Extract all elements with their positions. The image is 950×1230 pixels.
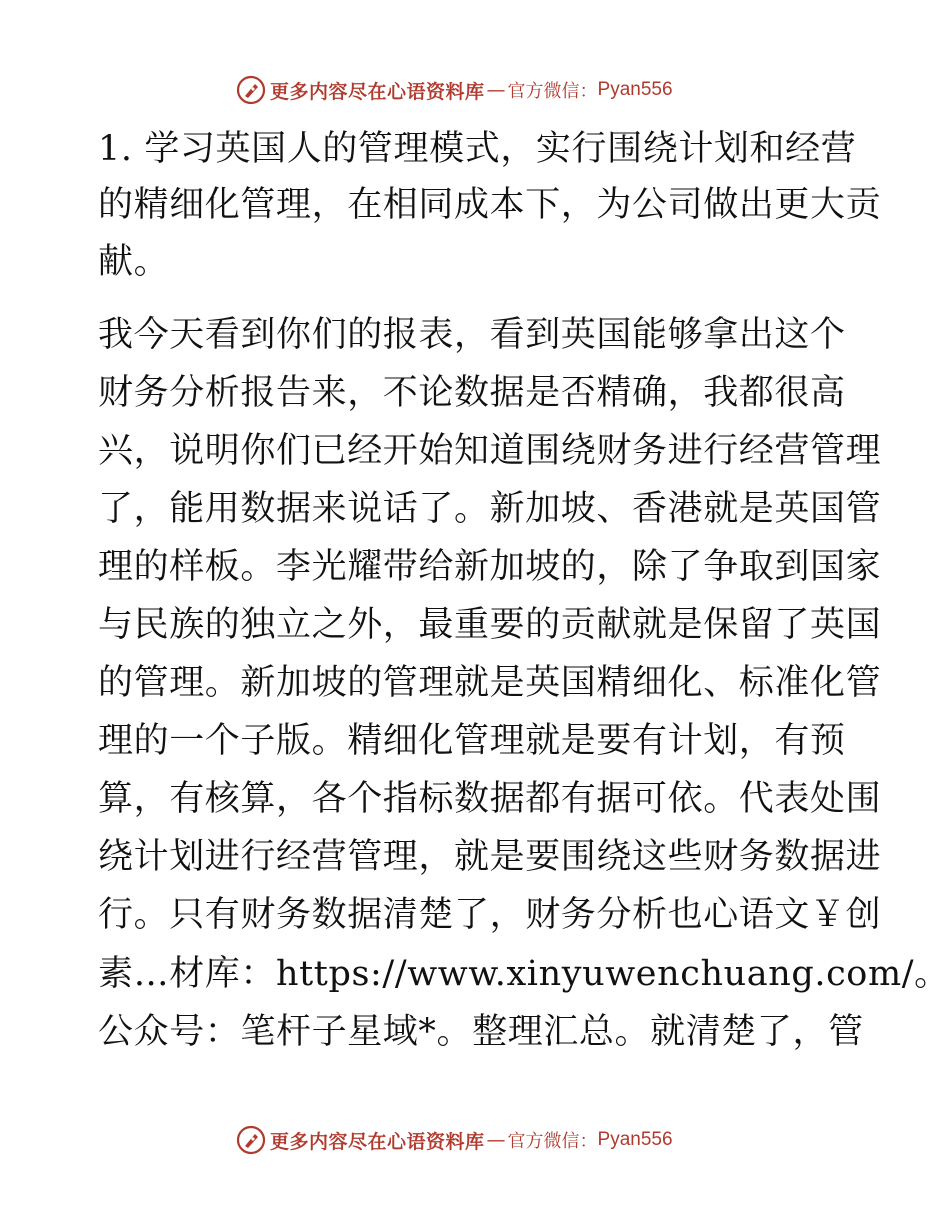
text-line-8: 理的样板。李光耀带给新加坡的，除了争取到国家: [98, 547, 882, 587]
banner-text: 更多内容尽在心语资料库: [270, 1130, 485, 1153]
text-line-5: 财务分析报告来，不论数据是否精确，我都很高: [98, 373, 846, 413]
text-line-13: 绕计划进行经营管理，就是要围绕这些财务数据进: [98, 837, 882, 877]
text-line-1: 1. 学习英国人的管理模式，实行围绕计划和经营: [98, 129, 857, 169]
pen-nib-logo-icon: [236, 75, 266, 105]
banner-text: 更多内容尽在心语资料库: [270, 80, 485, 103]
banner-label: 官方微信：: [507, 81, 598, 102]
text-line-3: 献。: [98, 242, 170, 282]
text-line-2: 的精细化管理，在相同成本下，为公司做出更大贡: [98, 185, 882, 225]
text-line-14: 行。只有财务数据清楚了，财务分析也心语文￥创: [98, 895, 882, 935]
text-line-10: 的管理。新加坡的管理就是英国精细化、标准化管: [98, 663, 882, 703]
header-banner: [236, 72, 673, 108]
banner-label: 官方微信：: [507, 1131, 598, 1152]
text-line-7: 了，能用数据来说话了。新加坡、香港就是英国管: [98, 489, 882, 529]
banner-wechat-id: Pyan556: [597, 1129, 673, 1150]
banner-dash: —: [486, 1129, 506, 1151]
text-line-9: 与民族的独立之外，最重要的贡献就是保留了英国: [98, 605, 882, 645]
text-line-6: 兴，说明你们已经开始知道围绕财务进行经营管理: [98, 431, 882, 471]
footer-banner: [236, 1122, 673, 1158]
text-line-4: 我今天看到你们的报表，看到英国能够拿出这个: [98, 315, 846, 355]
text-line-15: 素…材库：https://www.xinyuwenchuang.com/。: [98, 954, 950, 994]
text-line-11: 理的一个子版。精细化管理就是要有计划，有预: [98, 721, 846, 761]
text-line-12: 算，有核算，各个指标数据都有据可依。代表处围: [98, 779, 882, 819]
banner-dash: —: [486, 79, 506, 101]
text-line-16: 公众号：笔杆子星域*。整理汇总。就清楚了，管: [98, 1012, 864, 1052]
banner-wechat-id: Pyan556: [597, 79, 673, 100]
pen-nib-logo-icon: [236, 1125, 266, 1155]
